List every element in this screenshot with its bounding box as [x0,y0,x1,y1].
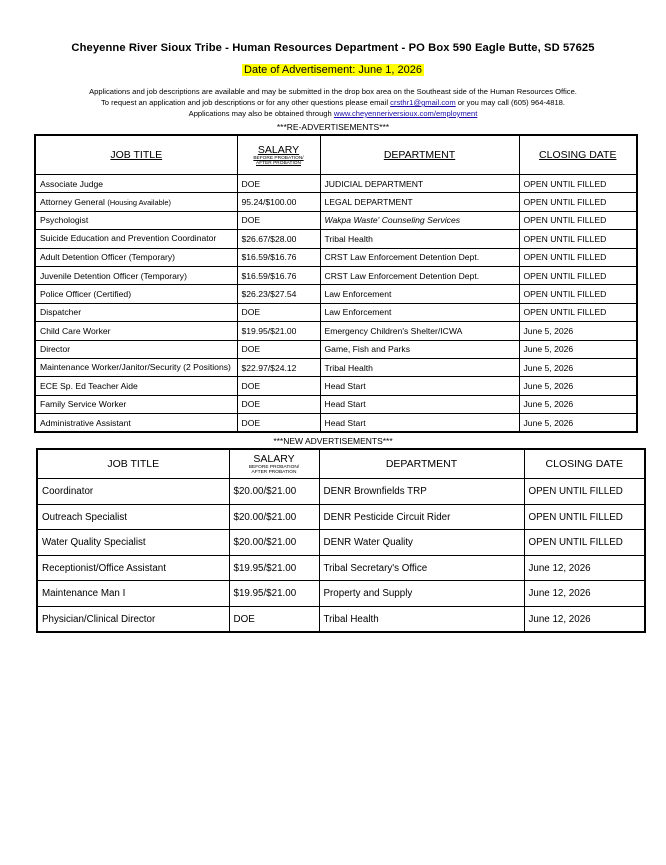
cell-title [35,377,237,395]
cell-salary [237,395,320,413]
cell-department-text: Law Enforcement [324,307,392,318]
cell-salary [237,230,320,248]
cell-department-text: Law Enforcement [324,289,392,300]
cell-department [319,530,524,556]
cell-title [37,555,229,581]
cell-department-text: Game, Fish and Parks [324,344,410,355]
cell-title [35,248,237,266]
cell-title [35,266,237,284]
intro-line-2-pre: To request an application and job descriptions or for any other questions please email [100,98,391,107]
cell-salary-text: DOE [241,215,261,226]
cell-salary [237,322,320,340]
cell-department [320,266,519,284]
cell-closing [524,555,645,581]
cell-salary-text: $20.00/$21.00 [233,537,297,549]
intro-text [0,86,666,119]
cell-department-text: Property and Supply [323,588,413,600]
cell-closing [519,340,637,358]
salary-header-sub2: AFTER PROBATION [251,470,297,476]
cell-closing [519,175,637,193]
cell-department-text: Tribal Health [324,362,373,373]
salary-header-sub2: AFTER PROBATION [256,161,301,166]
advertisement-date: Date of Advertisement: June 1, 2026 [244,64,422,76]
cell-title [37,606,229,632]
cell-title [35,414,237,433]
cell-title-text: Associate Judge [40,178,104,189]
table-row [35,193,637,211]
cell-salary [229,555,319,581]
cell-salary-text: DOE [241,178,261,189]
cell-title-text: Family Service Worker [40,399,127,410]
cell-salary [229,530,319,556]
cell-title-text: Coordinator [42,486,94,498]
cell-closing [519,303,637,321]
cell-closing-text: OPEN UNTIL FILLED [523,178,607,189]
newadvert-header-row [37,449,645,479]
cell-title [37,530,229,556]
salary-header-label: SALARY [257,144,300,156]
cell-closing [524,606,645,632]
cell-closing-text: OPEN UNTIL FILLED [528,486,623,498]
cell-department [319,504,524,530]
cell-closing-text: OPEN UNTIL FILLED [528,511,623,523]
cell-closing [519,377,637,395]
cell-department [320,358,519,376]
cell-department-text: DENR Brownfields TRP [323,486,427,498]
cell-salary [229,504,319,530]
table-row [35,230,637,248]
cell-closing [524,479,645,505]
cell-department-text: Head Start [324,399,366,410]
cell-department [320,285,519,303]
cell-title [37,479,229,505]
page-title: Cheyenne River Sioux Tribe - Human Resources Department - PO Box 590 Eagle Butte, SD 57625 [71,42,595,54]
intro-line-2-post: or you may call (605) 964-4818. [455,98,566,107]
cell-salary-text: $26.23/$27.54 [241,289,297,300]
cell-salary-text: DOE [241,399,261,410]
cell-title [35,193,237,211]
table-row [37,530,645,556]
cell-department [320,395,519,413]
cell-department-text: DENR Pesticide Circuit Rider [323,511,451,523]
table-row [37,555,645,581]
cell-closing [519,248,637,266]
cell-salary-text: DOE [233,613,255,625]
table-row [35,211,637,229]
cell-closing [524,504,645,530]
cell-department [319,581,524,607]
cell-salary-text: $16.59/$16.76 [241,270,297,281]
cell-department [320,175,519,193]
cell-salary-text: 95.24/$100.00 [241,197,297,208]
cell-department [320,193,519,211]
table-row [35,266,637,284]
cell-closing-text: OPEN UNTIL FILLED [523,289,607,300]
col-header-department: DEPARTMENT [320,135,519,175]
cell-closing-text: June 5, 2026 [523,325,574,336]
cell-salary [237,285,320,303]
table-row [35,285,637,303]
email-link[interactable]: crsthr1@gmail.com [390,98,456,107]
table-row [37,606,645,632]
cell-salary-text: $19.95/$21.00 [233,588,297,600]
salary-header-sub1: BEFORE PROBATION/ [253,156,304,161]
cell-closing-text: OPEN UNTIL FILLED [523,270,607,281]
cell-salary [229,479,319,505]
cell-title-text: Water Quality Specialist [42,537,146,549]
intro-line-1: Applications and job descriptions are available and may be submitted in the drop box area on the Southeast side of the Human Resources Office. [89,87,577,96]
cell-department [319,555,524,581]
cell-title [35,395,237,413]
cell-title-text: ECE Sp. Ed Teacher Aide [40,380,138,391]
cell-closing [519,395,637,413]
cell-closing-text: June 5, 2026 [523,399,574,410]
intro-line-3 [0,108,666,119]
cell-department-text: Tribal Health [324,233,373,244]
advertisement-date-wrap [0,60,666,78]
cell-title [37,581,229,607]
table-row [35,377,637,395]
col-header-salary [229,449,319,479]
cell-salary-text: $19.95/$21.00 [241,325,297,336]
cell-salary [237,414,320,433]
cell-title [35,322,237,340]
cell-title [35,211,237,229]
cell-closing [519,230,637,248]
cell-department [319,479,524,505]
cell-salary-text: $22.97/$24.12 [241,362,297,373]
cell-department [320,230,519,248]
col-header-department: DEPARTMENT [319,449,524,479]
table-row [35,175,637,193]
col-header-job-title: JOB TITLE [37,449,229,479]
cell-department [320,340,519,358]
cell-closing-text: June 5, 2026 [523,344,574,355]
salary-header-sub1: BEFORE PROBATION/ [248,465,300,471]
cell-closing [519,266,637,284]
cell-title-text: Adult Detention Officer (Temporary) [40,252,176,263]
intro-line-3-pre: Applications may also be obtained through [188,109,334,118]
cell-salary-text: DOE [241,307,261,318]
cell-salary [237,211,320,229]
cell-title [35,358,237,376]
cell-closing [519,193,637,211]
table-row [35,303,637,321]
col-header-job-title: JOB TITLE [35,135,237,175]
cell-closing-text: OPEN UNTIL FILLED [523,233,607,244]
cell-department [320,248,519,266]
cell-closing [519,322,637,340]
cell-department-text: DENR Water Quality [323,537,413,549]
table-row [35,340,637,358]
cell-department-text: Tribal Health [323,613,379,625]
cell-salary [229,581,319,607]
cell-closing-text: June 5, 2026 [523,417,574,428]
cell-closing-text: June 12, 2026 [528,562,591,574]
website-link[interactable]: www.cheyenneriversioux.com/employment [333,109,478,118]
table-row [35,248,637,266]
cell-department-text: Head Start [324,380,366,391]
cell-closing-text: OPEN UNTIL FILLED [523,252,607,263]
cell-title-text: Physician/Clinical Director [42,613,156,625]
cell-title-text: Juvenile Detention Officer (Temporary) [40,270,187,281]
cell-closing-text: OPEN UNTIL FILLED [523,215,607,226]
new-advertisements-table [36,448,646,633]
table-row [35,322,637,340]
cell-closing-text: June 5, 2026 [523,380,574,391]
cell-department [320,211,519,229]
table-row [35,358,637,376]
readvertisements-label: ***RE-ADVERTISEMENTS*** [276,122,390,132]
cell-salary-text: DOE [241,417,261,428]
cell-title [35,230,237,248]
cell-closing [519,358,637,376]
cell-title-text: Suicide Education and Prevention Coordinator [40,233,217,244]
cell-closing [524,530,645,556]
new-advertisements-label: ***NEW ADVERTISEMENTS*** [273,436,393,447]
cell-closing-text: June 12, 2026 [528,588,591,600]
intro-line-2 [0,97,666,108]
readvertisements-table [34,134,638,433]
cell-title [35,340,237,358]
cell-salary [237,193,320,211]
cell-salary-text: $26.67/$28.00 [241,233,297,244]
col-header-closing-date: CLOSING DATE [519,135,637,175]
cell-closing-text: OPEN UNTIL FILLED [528,537,623,549]
cell-title-text: Police Officer (Certified) [40,289,132,300]
cell-salary [237,266,320,284]
cell-salary [229,606,319,632]
cell-closing-text: OPEN UNTIL FILLED [523,307,607,318]
cell-closing [519,211,637,229]
table-row [35,414,637,433]
cell-department-text: Head Start [324,417,366,428]
cell-department [320,377,519,395]
cell-salary-text: DOE [241,344,261,355]
cell-title-text: Outreach Specialist [42,511,127,523]
cell-salary [237,248,320,266]
cell-department-text: Wakpa Waste' Counseling Services [324,215,461,226]
cell-salary-text: DOE [241,380,261,391]
cell-closing [519,414,637,433]
cell-title [35,285,237,303]
cell-salary-text: $20.00/$21.00 [233,486,297,498]
cell-salary [237,377,320,395]
cell-department-text: Tribal Secretary's Office [323,562,428,574]
cell-title-text: Maintenance Man I [42,588,126,600]
cell-department [320,303,519,321]
table-row [37,581,645,607]
cell-title-text: Attorney General [40,197,105,208]
cell-department-text: CRST Law Enforcement Detention Dept. [324,252,480,263]
cell-department-text: JUDICIAL DEPARTMENT [324,178,424,189]
cell-closing-text: June 5, 2026 [523,362,574,373]
cell-department-text: LEGAL DEPARTMENT [324,197,413,208]
readvert-header-row [35,135,637,175]
table-row [37,504,645,530]
cell-title-note: (Housing Available) [107,198,171,208]
cell-closing [524,581,645,607]
cell-closing-text: June 12, 2026 [528,613,591,625]
cell-salary-text: $20.00/$21.00 [233,511,297,523]
cell-title-text: Administrative Assistant [40,417,131,428]
cell-salary-text: $19.95/$21.00 [233,562,297,574]
cell-closing-text: OPEN UNTIL FILLED [523,197,607,208]
cell-title [35,303,237,321]
table-row [35,395,637,413]
cell-salary-text: $16.59/$16.76 [241,252,297,263]
cell-department-text: Emergency Children's Shelter/ICWA [324,325,463,336]
table-row [37,479,645,505]
salary-header-label: SALARY [253,453,295,466]
cell-title-text: Dispatcher [40,307,82,318]
cell-title-text: Receptionist/Office Assistant [42,562,166,574]
cell-salary [237,340,320,358]
col-header-salary [237,135,320,175]
col-header-closing-date: CLOSING DATE [524,449,645,479]
cell-title-text: Director [40,344,71,355]
cell-title-text: Child Care Worker [40,325,111,336]
cell-department [320,414,519,433]
cell-title [37,504,229,530]
cell-department [320,322,519,340]
cell-department-text: CRST Law Enforcement Detention Dept. [324,270,480,281]
cell-closing [519,285,637,303]
cell-title-text: Psychologist [40,215,89,226]
cell-title [35,175,237,193]
cell-department [319,606,524,632]
cell-salary [237,303,320,321]
cell-salary [237,175,320,193]
cell-title-text: Maintenance Worker/Janitor/Security (2 Positions) [40,362,231,373]
cell-salary [237,358,320,376]
